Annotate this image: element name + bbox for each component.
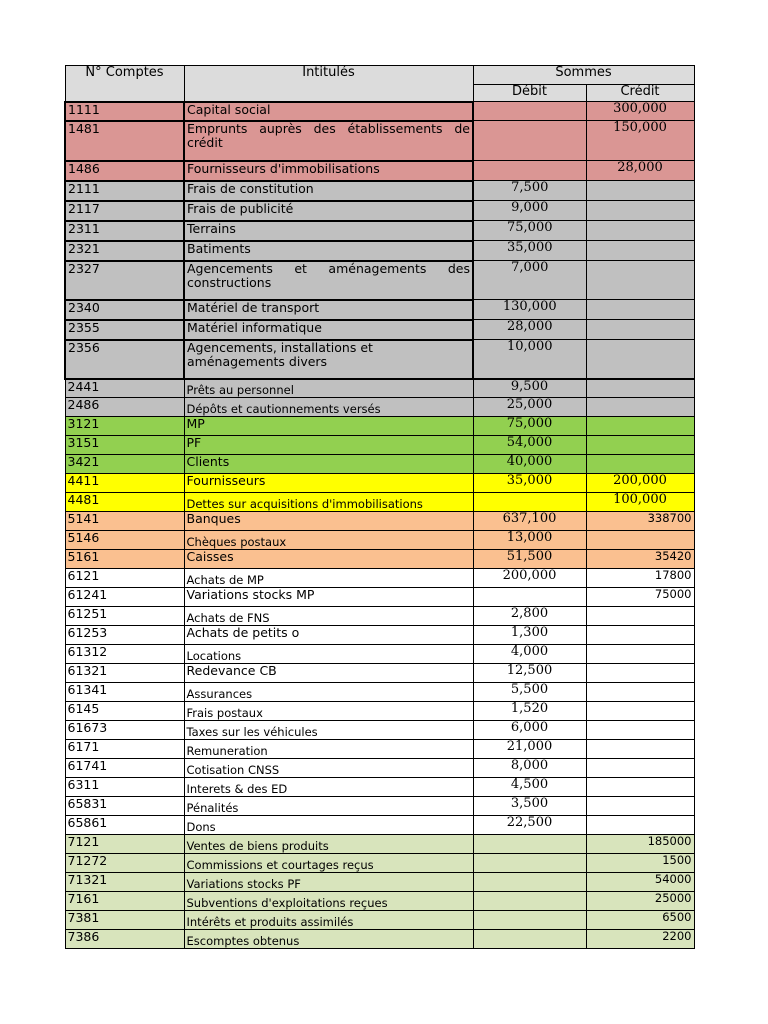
account-number: 7161 (65, 892, 184, 911)
credit-amount (586, 455, 694, 474)
debit-amount: 28,000 (473, 320, 586, 340)
debit-amount: 21,000 (473, 740, 586, 759)
credit-amount: 75000 (586, 588, 694, 607)
debit-amount: 9,000 (473, 201, 586, 221)
debit-amount: 75,000 (473, 417, 586, 436)
debit-amount (473, 911, 586, 930)
table-row (65, 201, 694, 221)
account-label: Subventions d'exploitations reçues (184, 892, 473, 911)
credit-amount: 338700 (586, 512, 694, 531)
table-row (65, 379, 694, 398)
header-credit: Crédit (586, 85, 694, 102)
debit-amount: 1,300 (473, 626, 586, 645)
account-number: 2321 (65, 241, 184, 261)
debit-amount: 8,000 (473, 759, 586, 778)
account-number: 6121 (65, 569, 184, 588)
account-label: Caisses (184, 550, 473, 569)
credit-amount: 54000 (586, 873, 694, 892)
credit-amount (586, 683, 694, 702)
table-row (65, 683, 694, 702)
table-row (65, 607, 694, 626)
table-row (65, 436, 694, 455)
table-row (65, 778, 694, 797)
debit-amount: 4,000 (473, 645, 586, 664)
credit-amount: 2200 (586, 930, 694, 949)
account-label: Cotisation CNSS (184, 759, 473, 778)
table-row (65, 181, 694, 201)
account-number: 61241 (65, 588, 184, 607)
credit-amount: 150,000 (586, 121, 694, 161)
account-number: 5146 (65, 531, 184, 550)
account-label: Matériel informatique (184, 320, 473, 340)
account-number: 71321 (65, 873, 184, 892)
table-row (65, 892, 694, 911)
debit-amount: 51,500 (473, 550, 586, 569)
account-number: 5161 (65, 550, 184, 569)
credit-amount: 100,000 (586, 493, 694, 512)
account-number: 65861 (65, 816, 184, 835)
table-row (65, 531, 694, 550)
debit-amount: 22,500 (473, 816, 586, 835)
account-number: 61741 (65, 759, 184, 778)
table-row (65, 797, 694, 816)
credit-amount (586, 300, 694, 320)
account-number: 2340 (65, 300, 184, 320)
table-row (65, 550, 694, 569)
account-label: Pénalités (184, 797, 473, 816)
table-row (65, 102, 694, 121)
account-label: Variations stocks MP (184, 588, 473, 607)
debit-amount (473, 835, 586, 854)
credit-amount (586, 320, 694, 340)
account-label: Clients (184, 455, 473, 474)
account-label: Remuneration (184, 740, 473, 759)
account-number: 2111 (65, 181, 184, 201)
credit-amount: 25000 (586, 892, 694, 911)
table-row (65, 320, 694, 340)
account-label: Achats de FNS (184, 607, 473, 626)
credit-amount (586, 221, 694, 241)
account-number: 2441 (65, 379, 184, 398)
account-label: Achats de MP (184, 569, 473, 588)
debit-amount: 35,000 (473, 241, 586, 261)
debit-amount: 25,000 (473, 398, 586, 417)
account-number: 2327 (65, 261, 184, 300)
account-label: Escomptes obtenus (184, 930, 473, 949)
debit-amount: 7,000 (473, 261, 586, 300)
account-number: 65831 (65, 797, 184, 816)
account-number: 1486 (65, 161, 184, 181)
account-number: 6311 (65, 778, 184, 797)
account-label: Intérêts et produits assimilés (184, 911, 473, 930)
account-label: Ventes de biens produits (184, 835, 473, 854)
credit-amount (586, 241, 694, 261)
account-number: 71272 (65, 854, 184, 873)
debit-amount: 5,500 (473, 683, 586, 702)
credit-amount (586, 759, 694, 778)
account-label: MP (184, 417, 473, 436)
debit-amount: 3,500 (473, 797, 586, 816)
credit-amount (586, 607, 694, 626)
table-row (65, 493, 694, 512)
account-number: 4481 (65, 493, 184, 512)
account-number: 2311 (65, 221, 184, 241)
account-number: 2356 (65, 340, 184, 379)
account-label: Batiments (184, 241, 473, 261)
debit-amount (473, 930, 586, 949)
account-number: 2355 (65, 320, 184, 340)
credit-amount (586, 201, 694, 221)
table-row (65, 512, 694, 531)
credit-amount: 6500 (586, 911, 694, 930)
debit-amount: 1,520 (473, 702, 586, 721)
table-row (65, 221, 694, 241)
account-number: 6171 (65, 740, 184, 759)
credit-amount (586, 702, 694, 721)
account-number: 61321 (65, 664, 184, 683)
table-row (65, 816, 694, 835)
credit-amount (586, 721, 694, 740)
account-number: 61312 (65, 645, 184, 664)
trial-balance-table (64, 65, 695, 949)
credit-amount (586, 664, 694, 683)
credit-amount: 185000 (586, 835, 694, 854)
account-label: Capital social (184, 102, 473, 121)
table-row (65, 161, 694, 181)
credit-amount (586, 181, 694, 201)
debit-amount (473, 873, 586, 892)
debit-amount: 130,000 (473, 300, 586, 320)
debit-amount: 54,000 (473, 436, 586, 455)
table-row (65, 930, 694, 949)
table-row (65, 702, 694, 721)
debit-amount: 13,000 (473, 531, 586, 550)
account-number: 61673 (65, 721, 184, 740)
account-number: 2117 (65, 201, 184, 221)
header-sums: Sommes (473, 66, 694, 85)
credit-amount: 35420 (586, 550, 694, 569)
debit-amount (473, 854, 586, 873)
table-row (65, 664, 694, 683)
table-row (65, 121, 694, 161)
account-label: Interets & des ED (184, 778, 473, 797)
credit-amount (586, 417, 694, 436)
credit-amount (586, 626, 694, 645)
account-label: Variations stocks PF (184, 873, 473, 892)
debit-amount (473, 102, 586, 121)
table-row (65, 911, 694, 930)
table-row (65, 340, 694, 379)
credit-amount: 200,000 (586, 474, 694, 493)
account-label: Fournisseurs d'immobilisations (184, 161, 473, 181)
table-row (65, 721, 694, 740)
table-row (65, 835, 694, 854)
account-number: 6145 (65, 702, 184, 721)
account-label: Emprunts auprès des établissements de crédit (184, 121, 473, 161)
credit-amount (586, 398, 694, 417)
debit-amount: 637,100 (473, 512, 586, 531)
table-row (65, 417, 694, 436)
table-row (65, 645, 694, 664)
table-row (65, 241, 694, 261)
table-row (65, 740, 694, 759)
table-row (65, 759, 694, 778)
account-number: 7386 (65, 930, 184, 949)
table-row (65, 455, 694, 474)
account-label: Taxes sur les véhicules (184, 721, 473, 740)
account-number: 3151 (65, 436, 184, 455)
debit-amount: 40,000 (473, 455, 586, 474)
table-row (65, 398, 694, 417)
account-number: 2486 (65, 398, 184, 417)
debit-amount: 200,000 (473, 569, 586, 588)
debit-amount: 12,500 (473, 664, 586, 683)
account-label: PF (184, 436, 473, 455)
debit-amount: 35,000 (473, 474, 586, 493)
account-label: Commissions et courtages reçus (184, 854, 473, 873)
account-label: Terrains (184, 221, 473, 241)
debit-amount (473, 892, 586, 911)
debit-amount (473, 493, 586, 512)
table-row (65, 300, 694, 320)
account-label: Matériel de transport (184, 300, 473, 320)
credit-amount (586, 778, 694, 797)
credit-amount: 1500 (586, 854, 694, 873)
account-number: 1481 (65, 121, 184, 161)
credit-amount: 17800 (586, 569, 694, 588)
header-labels: Intitulés (184, 66, 473, 102)
account-label: Dons (184, 816, 473, 835)
table-row (65, 873, 694, 892)
table-row (65, 261, 694, 300)
account-number: 61341 (65, 683, 184, 702)
account-number: 61251 (65, 607, 184, 626)
account-label: Locations (184, 645, 473, 664)
debit-amount: 2,800 (473, 607, 586, 626)
debit-amount: 4,500 (473, 778, 586, 797)
credit-amount (586, 740, 694, 759)
credit-amount (586, 379, 694, 398)
debit-amount: 6,000 (473, 721, 586, 740)
debit-amount (473, 121, 586, 161)
account-label: Frais de publicité (184, 201, 473, 221)
account-label: Redevance CB (184, 664, 473, 683)
account-label: Dépôts et cautionnements versés (184, 398, 473, 417)
table-row (65, 626, 694, 645)
debit-amount: 9,500 (473, 379, 586, 398)
account-number: 4411 (65, 474, 184, 493)
header-debit: Débit (473, 85, 586, 102)
account-label: Prêts au personnel (184, 379, 473, 398)
account-label: Fournisseurs (184, 474, 473, 493)
account-label: Frais postaux (184, 702, 473, 721)
debit-amount (473, 161, 586, 181)
table-row (65, 474, 694, 493)
credit-amount (586, 531, 694, 550)
debit-amount: 10,000 (473, 340, 586, 379)
debit-amount: 75,000 (473, 221, 586, 241)
credit-amount: 28,000 (586, 161, 694, 181)
credit-amount (586, 816, 694, 835)
table-row (65, 854, 694, 873)
account-number: 5141 (65, 512, 184, 531)
table-row (65, 569, 694, 588)
account-label: Dettes sur acquisitions d'immobilisations (184, 493, 473, 512)
debit-amount (473, 588, 586, 607)
account-label: Agencements, installations et aménagements divers (184, 340, 473, 379)
account-label: Achats de petits o (184, 626, 473, 645)
credit-amount: 300,000 (586, 102, 694, 121)
credit-amount (586, 436, 694, 455)
account-number: 3121 (65, 417, 184, 436)
credit-amount (586, 645, 694, 664)
credit-amount (586, 797, 694, 816)
table-row (65, 588, 694, 607)
account-number: 7381 (65, 911, 184, 930)
account-label: Frais de constitution (184, 181, 473, 201)
credit-amount (586, 340, 694, 379)
account-number: 7121 (65, 835, 184, 854)
account-label: Agencements et aménagements des constructions (184, 261, 473, 300)
account-label: Chèques postaux (184, 531, 473, 550)
account-label: Assurances (184, 683, 473, 702)
debit-amount: 7,500 (473, 181, 586, 201)
account-number: 1111 (65, 102, 184, 121)
credit-amount (586, 261, 694, 300)
header-accounts: N° Comptes (65, 66, 184, 102)
account-label: Banques (184, 512, 473, 531)
account-number: 61253 (65, 626, 184, 645)
account-number: 3421 (65, 455, 184, 474)
